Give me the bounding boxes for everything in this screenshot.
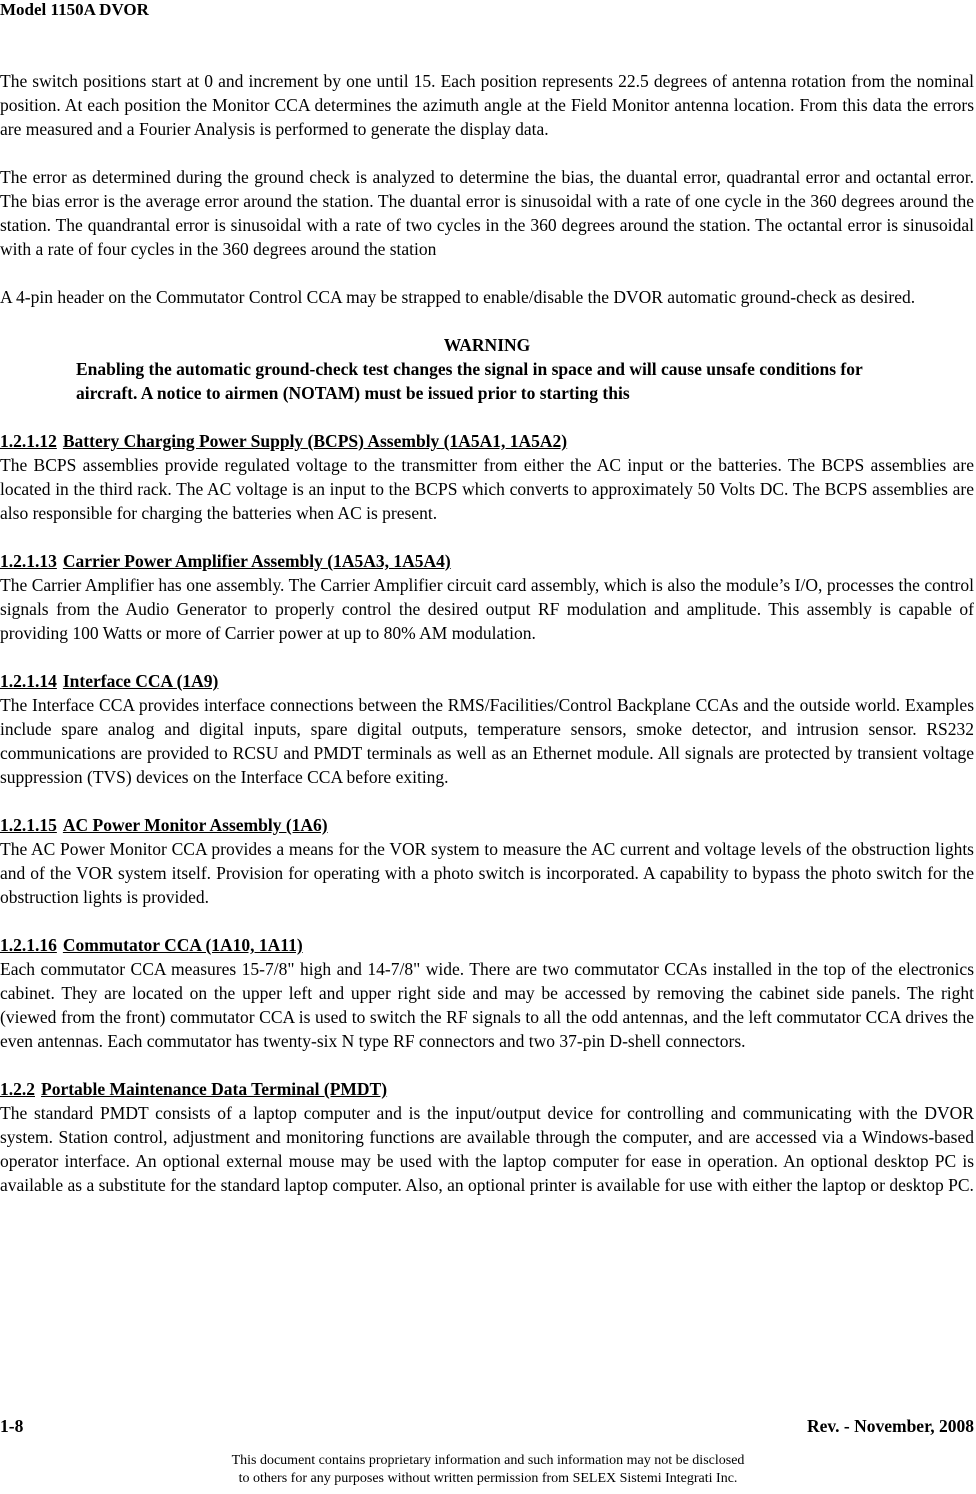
section-heading bbox=[0, 429, 974, 453]
notice-line: to others for any purposes without written permission from SELEX Sistemi Integrati Inc. bbox=[238, 1471, 738, 1486]
section-number: 1.2.1.14 bbox=[0, 671, 57, 691]
section-body: The Interface CCA provides interface connections between the RMS/Facilities/Control Backplane CCAs and the outside world. Examples include spare analog and digital inputs, spare digital outputs, temperature sensors, smoke detector, and intrusion sensor. RS232 communications are provided to RCSU and PMDT terminals as well as an Ethernet module. All signals are protected by transient voltage suppression (TVS) devices on the Interface CCA before exiting. bbox=[0, 695, 974, 787]
section-title: AC Power Monitor Assembly (1A6) bbox=[62, 815, 328, 835]
section-body: The Carrier Amplifier has one assembly. The Carrier Amplifier circuit card assembly, which is also the module’s I/O, processes the control signals from the Audio Generator to properly control the desired output RF modulation and amplitude. This assembly is capable of providing 100 Watts or more of Carrier power at up to 80% AM modulation. bbox=[0, 575, 974, 643]
section-heading bbox=[0, 933, 974, 957]
section-title: Commutator CCA (1A10, 1A11) bbox=[62, 935, 303, 955]
paragraph-ground-check-header: A 4-pin header on the Commutator Control CCA may be strapped to enable/disable the DVOR automatic ground-check as desired. bbox=[0, 287, 916, 307]
paragraph-switch-positions: The switch positions start at 0 and increment by one until 15. Each position represents 22.5 degrees of antenna rotation from the nominal position. At each position the Monitor CCA determines the azimuth angle at the Field Monitor antenna location. From this data the errors are measured and a Fourier Analysis is performed to generate the display data. bbox=[0, 71, 974, 139]
section-body: Each commutator CCA measures 15-7/8" high and 14-7/8" wide. There are two commutator CCAs installed in the top of the electronics cabinet. They are located on the upper left and upper right side and may be accessed by removing the cabinet side panels. The right (viewed from the front) commutator CCA is used to switch the RF signals to all the odd antennas, and the left commutator CCA drives the even antennas. Each commutator has twenty-six N type RF connectors and two 37-pin D-shell connectors. bbox=[0, 959, 974, 1051]
running-header: Model 1150A DVOR bbox=[0, 0, 149, 19]
document-body bbox=[0, 69, 974, 1221]
warning-title: WARNING bbox=[443, 335, 531, 355]
section-title: Interface CCA (1A9) bbox=[62, 671, 219, 691]
section-heading bbox=[0, 669, 974, 693]
section-pmdt bbox=[0, 1077, 974, 1197]
section-number: 1.2.1.15 bbox=[0, 815, 57, 835]
warning-text: Enabling the automatic ground-check test changes the signal in space and will cause unsafe conditions for aircraft. A notice to airmen (NOTAM) must be issued prior to starting this bbox=[76, 359, 863, 403]
section-ac-power-monitor bbox=[0, 813, 974, 909]
proprietary-notice bbox=[0, 1452, 976, 1488]
section-title: Portable Maintenance Data Terminal (PMDT) bbox=[41, 1079, 388, 1099]
page-number: 1-8 bbox=[0, 1416, 24, 1436]
section-number: 1.2.1.12 bbox=[0, 431, 57, 451]
section-body: The AC Power Monitor CCA provides a means for the VOR system to measure the AC current and voltage levels of the obstruction lights and of the VOR system itself. Provision for operating with a photo switch is incorporated. A capability to bypass the photo switch for the obstruction lights is provided. bbox=[0, 839, 974, 907]
section-interface-cca bbox=[0, 669, 974, 789]
warning-block bbox=[0, 333, 974, 405]
section-title: Battery Charging Power Supply (BCPS) Assembly (1A5A1, 1A5A2) bbox=[62, 431, 568, 451]
paragraph-error-analysis: The error as determined during the ground check is analyzed to determine the bias, the duantal error, quadrantal error and octantal error. The bias error is the average error around the station. The duantal error is sinusoidal with a rate of one cycle in the 360 degrees around the station. The quandrantal error is sinusoidal with a rate of two cycles in the 360 degrees around the station. The octantal error is sinusoidal with a rate of four cycles in the 360 degrees around the station bbox=[0, 167, 974, 259]
section-number: 1.2.2 bbox=[0, 1079, 35, 1099]
section-body: The standard PMDT consists of a laptop computer and is the input/output device for controlling and communicating with the DVOR system. Station control, adjustment and monitoring functions are available through the computer, and are accessed via a Windows-based operator interface. An optional external mouse may be used with the laptop computer for ease in operation. An optional desktop PC is available as a substitute for the standard laptop computer. Also, an optional printer is available for use with either the laptop or desktop PC. bbox=[0, 1103, 974, 1195]
section-heading bbox=[0, 813, 974, 837]
section-body: The BCPS assemblies provide regulated voltage to the transmitter from either the AC input or the batteries. The BCPS assemblies are located in the third rack. The AC voltage is an input to the BCPS which converts to approximately 50 Volts DC. The BCPS assemblies are also responsible for charging the batteries when AC is present. bbox=[0, 455, 974, 523]
section-title: Carrier Power Amplifier Assembly (1A5A3, 1A5A4) bbox=[62, 551, 451, 571]
notice-line: This document contains proprietary information and such information may not be disclosed bbox=[231, 1453, 745, 1468]
section-number: 1.2.1.16 bbox=[0, 935, 57, 955]
section-number: 1.2.1.13 bbox=[0, 551, 57, 571]
revision-date: Rev. - November, 2008 bbox=[806, 1416, 974, 1436]
section-heading bbox=[0, 549, 974, 573]
section-carrier-power-amplifier bbox=[0, 549, 974, 645]
section-heading bbox=[0, 1077, 974, 1101]
section-bcps bbox=[0, 429, 974, 525]
section-commutator-cca bbox=[0, 933, 974, 1053]
